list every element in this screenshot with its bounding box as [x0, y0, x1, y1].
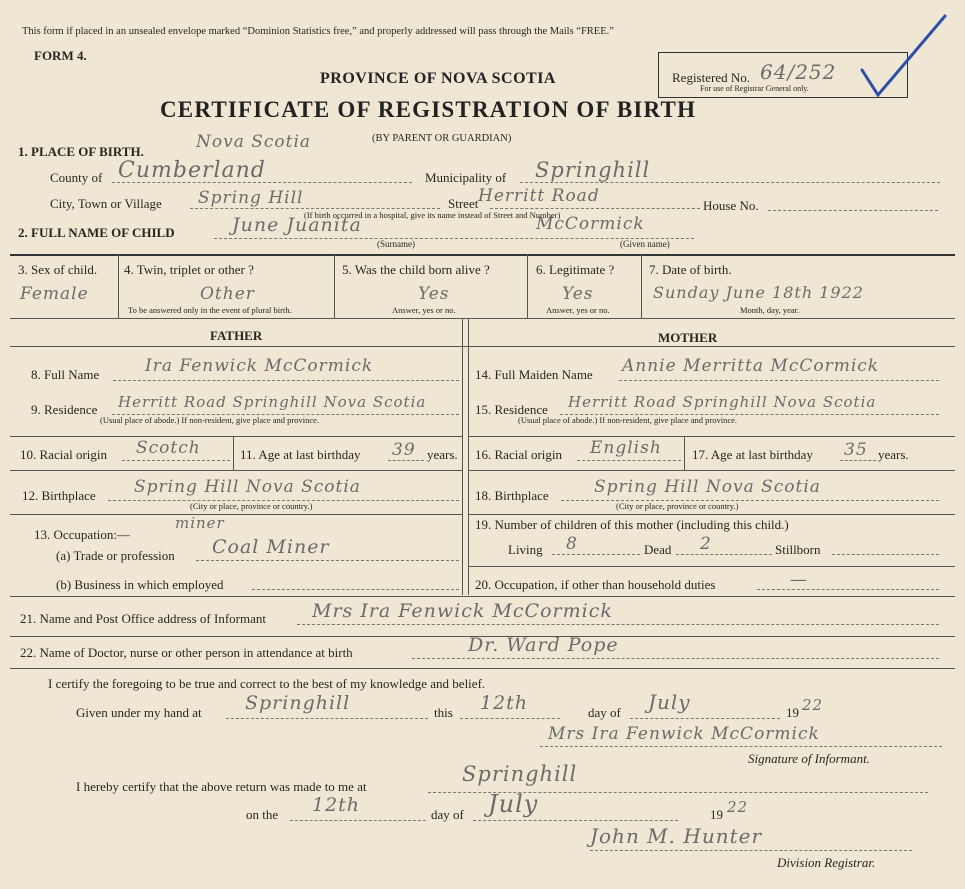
document-subtitle: (BY PARENT OR GUARDIAN): [372, 133, 512, 144]
registrar-note: For use of Registrar General only.: [700, 84, 809, 93]
alive-note: Answer, yes or no.: [392, 305, 456, 315]
given-day: 12th: [480, 692, 529, 714]
mother-birthplace-label: 18. Birthplace: [475, 488, 549, 503]
mother-years: years.: [878, 447, 909, 462]
living-value: 8: [566, 534, 578, 554]
house-label: House No.: [703, 198, 759, 213]
dob-label: 7. Date of birth.: [649, 262, 732, 277]
mother-residence-note: (Usual place of abode.) If non-resident, give place and province.: [518, 415, 738, 425]
father-years: years.: [427, 447, 458, 462]
informant-value: Mrs Ira Fenwick McCormick: [312, 600, 613, 622]
place-of-birth-value: Nova Scotia: [196, 132, 312, 152]
on-the-label: on the: [246, 807, 279, 822]
registrar-caption: Division Registrar.: [777, 855, 876, 870]
child-surname: McCormick: [536, 214, 645, 234]
twin-note: To be answered only in the event of plural birth.: [128, 305, 292, 315]
alive-label: 5. Was the child born alive ?: [342, 262, 490, 277]
mother-birthplace-value: Spring Hill Nova Scotia: [594, 477, 821, 497]
mother-occupation-label: 20. Occupation, if other than household duties: [475, 577, 716, 592]
place-of-birth-label: 1. PLACE OF BIRTH.: [18, 144, 144, 159]
child-name-label: 2. FULL NAME OF CHILD: [18, 225, 175, 240]
mother-birthplace-note: (City or place, province or country.): [616, 501, 739, 511]
city-label: City, Town or Village: [50, 196, 162, 211]
given-month: July: [648, 690, 691, 714]
child-given-name: June Juanita: [232, 214, 362, 236]
dob-note: Month, day, year.: [740, 305, 800, 315]
city-value: Spring Hill: [198, 188, 304, 208]
given-name-caption: (Given name): [620, 239, 670, 249]
mother-age-value: 35: [844, 440, 868, 460]
mail-notice: This form if placed in an unsealed envelope marked “Dominion Statistics free,” and properly addressed will pass through the Mails “FREE.”: [22, 26, 614, 37]
father-residence-value: Herritt Road Springhill Nova Scotia: [118, 393, 427, 411]
father-racial-label: 10. Racial origin: [20, 447, 108, 462]
stillborn-label: Stillborn: [775, 542, 821, 557]
county-label: County of: [50, 170, 103, 185]
day-of-label: day of: [588, 705, 621, 720]
father-heading: FATHER: [210, 328, 263, 343]
mother-occupation-value: —: [790, 570, 808, 590]
this-label: this: [434, 705, 453, 720]
street-label: Street: [448, 196, 479, 211]
registered-label: Registered No.: [672, 70, 750, 85]
doctor-label: 22. Name of Doctor, nurse or other person in attendance at birth: [20, 645, 353, 660]
check-mark-icon: [840, 10, 950, 100]
hospital-note: (If birth occurred in a hospital, give its name instead of Street and Number): [304, 210, 561, 220]
given-year: 22: [802, 696, 824, 714]
surname-caption: (Surname): [377, 239, 415, 249]
father-occupation-label: 13. Occupation:—: [34, 527, 131, 542]
given-label: Given under my hand at: [76, 705, 202, 720]
mother-racial-value: English: [590, 438, 662, 458]
form-number: FORM 4.: [34, 48, 87, 63]
informant-caption: Signature of Informant.: [748, 751, 870, 766]
dob-value: Sunday June 18th 1922: [653, 283, 864, 302]
father-racial-value: Scotch: [136, 438, 201, 458]
doctor-value: Dr. Ward Pope: [468, 634, 619, 656]
mother-residence-value: Herritt Road Springhill Nova Scotia: [568, 393, 877, 411]
father-occupation-top: miner: [175, 514, 225, 532]
father-residence-note: (Usual place of abode.) If non-resident, give place and province.: [100, 415, 320, 425]
sex-label: 3. Sex of child.: [18, 262, 98, 277]
registrar-day-of-label: day of: [431, 807, 464, 822]
mother-racial-label: 16. Racial origin: [475, 447, 563, 462]
mother-children-label: 19. Number of children of this mother (including this child.): [475, 517, 789, 532]
municipality-value: Springhill: [535, 158, 651, 182]
father-residence-label: 9. Residence: [31, 402, 98, 417]
given-place: Springhill: [245, 692, 351, 714]
county-value: Cumberland: [118, 158, 266, 183]
dead-value: 2: [700, 534, 712, 554]
father-age-label: 11. Age at last birthday: [240, 447, 361, 462]
registrar-place: Springhill: [462, 762, 578, 786]
street-value: Herritt Road: [478, 186, 600, 206]
certify-text: I certify the foregoing to be true and correct to the best of my knowledge and belief.: [48, 676, 486, 691]
province-heading: PROVINCE OF NOVA SCOTIA: [320, 70, 556, 87]
father-age-value: 39: [392, 440, 416, 460]
living-label: Living: [508, 542, 543, 557]
registrar-signature: John M. Hunter: [590, 824, 763, 848]
legit-value: Yes: [562, 284, 594, 304]
municipality-label: Municipality of: [425, 170, 507, 185]
father-birthplace-label: 12. Birthplace: [22, 488, 96, 503]
mother-age-label: 17. Age at last birthday: [692, 447, 813, 462]
father-trade-label: (a) Trade or profession: [56, 548, 175, 563]
registrar-month: July: [488, 790, 539, 818]
legit-note: Answer, yes or no.: [546, 305, 610, 315]
registrar-year-prefix: 19: [710, 807, 723, 822]
registrar-day: 12th: [312, 794, 361, 816]
given-year-prefix: 19: [786, 705, 799, 720]
sex-value: Female: [20, 284, 89, 304]
informant-signature: Mrs Ira Fenwick McCormick: [548, 724, 820, 744]
document-title: CERTIFICATE OF REGISTRATION OF BIRTH: [160, 97, 697, 122]
twin-value: Other: [200, 284, 255, 304]
mother-heading: MOTHER: [658, 330, 718, 345]
alive-value: Yes: [418, 284, 450, 304]
mother-residence-label: 15. Residence: [475, 402, 548, 417]
registered-number: 64/252: [760, 60, 837, 84]
registrar-text: I hereby certify that the above return was made to me at: [76, 779, 367, 794]
father-birthplace-value: Spring Hill Nova Scotia: [134, 477, 361, 497]
registrar-year: 22: [727, 798, 749, 816]
father-business-label: (b) Business in which employed: [56, 577, 224, 592]
mother-name-label: 14. Full Maiden Name: [475, 367, 593, 382]
father-name-label: 8. Full Name: [31, 367, 100, 382]
informant-label: 21. Name and Post Office address of Informant: [20, 611, 266, 626]
father-name-value: Ira Fenwick McCormick: [145, 356, 374, 376]
father-birthplace-note: (City or place, province or country.): [190, 501, 313, 511]
legit-label: 6. Legitimate ?: [536, 262, 615, 277]
father-trade-value: Coal Miner: [212, 536, 330, 558]
twin-label: 4. Twin, triplet or other ?: [124, 262, 254, 277]
mother-name-value: Annie Merritta McCormick: [622, 356, 880, 376]
dead-label: Dead: [644, 542, 672, 557]
